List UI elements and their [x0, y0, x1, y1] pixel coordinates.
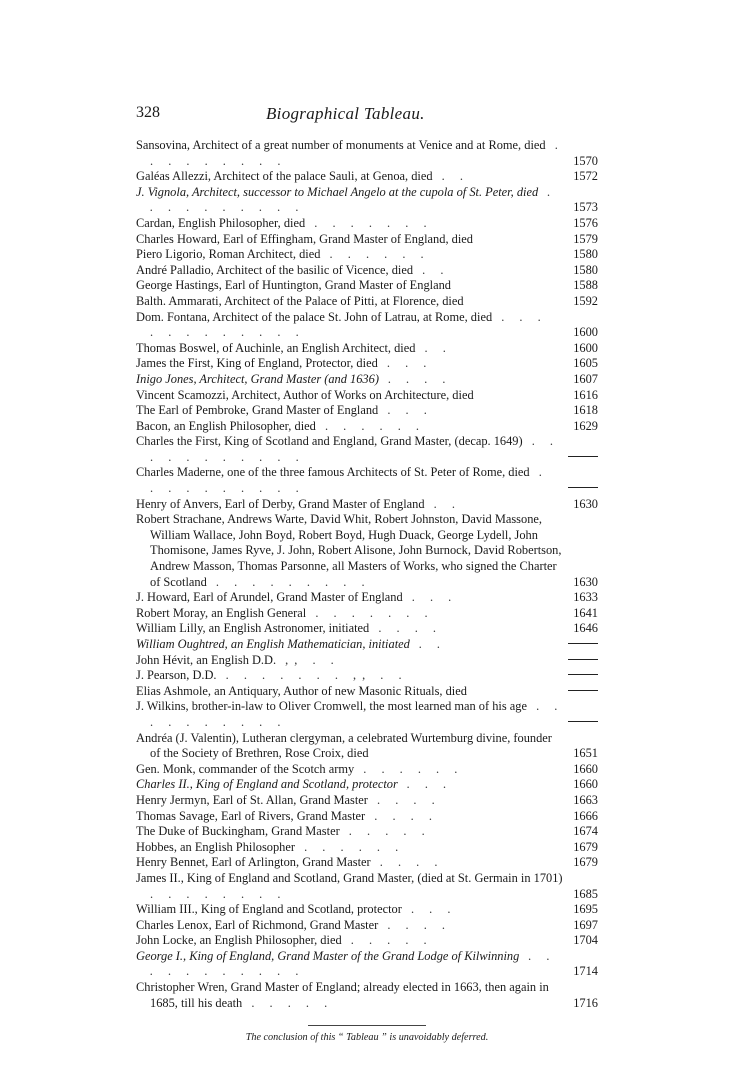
entry-description: [136, 621, 564, 637]
tableau-entry: [136, 310, 598, 341]
entry-text: William Oughtred, an English Mathematician, initiated: [136, 637, 410, 651]
entry-text: Cardan, English Philosopher, died: [136, 215, 306, 230]
dot-leader: . . .: [402, 590, 458, 605]
tableau-entry: [136, 980, 598, 1011]
tableau-entry: [136, 169, 598, 185]
entry-text: Andréa (J. Valentin), Lutheran clergyman, a celebrated Wurtemburg divine, founder of the Society of Brethren, Rose Croix, died: [136, 730, 552, 761]
dot-leader: . . . . . .: [320, 247, 430, 262]
entry-text: J. Vignola, Architect, successor to Michael Angelo at the cupola of St. Peter, died: [136, 184, 539, 199]
entry-description: [136, 512, 564, 590]
page-header: [136, 104, 598, 124]
entry-text: John Locke, an English Philosopher, died: [136, 933, 342, 948]
tableau-entry: [136, 777, 598, 793]
tableau-entry: [136, 621, 598, 637]
tableau-entry: [136, 668, 598, 684]
dot-leader: . . . . . . . . . .: [150, 465, 548, 496]
entry-description: [136, 497, 564, 513]
tableau-entry: [136, 497, 598, 513]
entry-text: Bacon, an English Philosopher, died: [136, 418, 316, 433]
tableau-entry: [136, 247, 598, 263]
entry-description: [136, 434, 564, 465]
running-title: Biographical Tableau.: [266, 104, 425, 123]
entry-text: Charles Howard, Earl of Effingham, Grand Master of England, died: [136, 231, 473, 246]
entry-description: [136, 263, 564, 279]
entry-description: [136, 731, 564, 762]
tableau-entry: [136, 606, 598, 622]
entry-year: 1592: [573, 293, 598, 308]
tableau-entry: [136, 840, 598, 856]
tableau-entry: [136, 809, 598, 825]
no-year-dash: [568, 674, 598, 675]
tableau-entry: [136, 434, 598, 465]
dot-leader: . . .: [401, 902, 457, 917]
entry-year: 1641: [573, 605, 598, 620]
entry-description: [136, 216, 564, 232]
entry-text: William Lilly, an English Astronomer, initiated: [136, 621, 370, 636]
entry-year: 1572: [573, 169, 598, 184]
dot-leader: . . . . . .: [295, 839, 405, 854]
dot-leader: . . . . .: [341, 933, 433, 948]
footnote: The conclusion of this “ Tableau ” is unavoidably deferred.: [245, 1032, 489, 1044]
entry-year: 1651: [573, 746, 598, 761]
entry-description: [136, 278, 564, 294]
entry-year: [564, 450, 598, 466]
tableau-entry: [136, 138, 598, 169]
entry-description: [136, 637, 564, 653]
dot-leader: . . . . . .: [354, 761, 464, 776]
no-year-dash: [568, 487, 598, 488]
entry-text: Christopher Wren, Grand Master of England; already elected in 1663, then again in 1685, till his death: [136, 980, 549, 1010]
entry-text: Charles the First, King of Scotland and England, Grand Master, (decap. 1649): [136, 434, 523, 449]
entry-description: [136, 949, 564, 980]
entry-text: Robert Moray, an English General: [136, 605, 307, 620]
footnote-divider: [308, 1025, 426, 1026]
tableau-entries: [136, 138, 598, 1011]
entry-description: [136, 684, 564, 700]
entry-year: 1716: [573, 995, 598, 1010]
dot-leader: . . . . . . . ,, . .: [216, 668, 408, 683]
entry-year: 1573: [573, 200, 598, 215]
dot-leader: . . . . . . . . . . .: [150, 434, 560, 464]
no-year-dash: [568, 721, 598, 722]
entry-description: [136, 918, 564, 934]
entry-text: Charles Maderne, one of the three famous Architects of St. Peter of Rome, died: [136, 465, 530, 480]
entry-description: [136, 465, 564, 496]
entry-text: Thomas Savage, Earl of Rivers, Grand Master: [136, 808, 366, 823]
entry-description: [136, 653, 564, 669]
entry-description: [136, 169, 564, 185]
entry-text: Thomas Boswel, of Auchinle, an English Architect, died: [136, 340, 416, 355]
entry-text: Piero Ligorio, Roman Architect, died: [136, 247, 321, 262]
entry-text: George Hastings, Earl of Huntington, Grand Master of England: [136, 278, 451, 293]
tableau-entry: [136, 731, 598, 762]
dot-leader: . . . . . . . . . . . .: [150, 309, 547, 340]
entry-description: [136, 388, 564, 404]
entry-year: 1633: [573, 590, 598, 605]
no-year-dash: [568, 690, 598, 691]
entry-year: 1679: [573, 855, 598, 870]
entry-year: [564, 684, 598, 700]
entry-description: [136, 777, 564, 793]
entry-year: 1607: [573, 371, 598, 386]
entry-year: 1679: [573, 839, 598, 854]
entry-year: 1685: [573, 886, 598, 901]
no-year-dash: [568, 643, 598, 644]
entry-description: [136, 793, 564, 809]
no-year-dash: [568, 456, 598, 457]
entry-text: J. Pearson, D.D.: [136, 668, 217, 683]
entry-year: 1695: [573, 902, 598, 917]
tableau-entry: [136, 403, 598, 419]
tableau-entry: [136, 372, 598, 388]
dot-leader: . . . . . . . .: [150, 886, 287, 901]
dot-leader: . . . .: [378, 917, 452, 932]
dot-leader: . . . .: [378, 371, 452, 386]
dot-leader: . . . . . . .: [306, 605, 434, 620]
entry-year: [564, 668, 598, 684]
entry-text: Robert Strachane, Andrews Warte, David Whit, Robert Johnston, David Massone, William Wallace, John Boyd, Robert Boyd, Hugh Duack, George Lydell, John Thomisone, James Ryve, J. John, Robert Alisone, John Burnock, David Robertson, Andrew Masson, Thomas Parsonne, all Masters of Works, who signed the Charter of Scotland: [136, 512, 562, 589]
entry-year: [564, 715, 598, 731]
dot-leader: . . .: [377, 356, 433, 371]
entry-year: 1630: [573, 574, 598, 589]
entry-year: 1616: [573, 387, 598, 402]
entry-year: 1666: [573, 808, 598, 823]
entry-description: [136, 294, 564, 310]
entry-description: [136, 824, 564, 840]
entry-text: Henry Jermyn, Earl of St. Allan, Grand Master: [136, 792, 368, 807]
tableau-entry: [136, 341, 598, 357]
dot-leader: ,, . .: [276, 652, 340, 667]
page-number: 328: [136, 104, 160, 121]
entry-text: Vincent Scamozzi, Architect, Author of Works on Architecture, died: [136, 387, 474, 402]
dot-leader: . . . .: [367, 792, 441, 807]
entry-text: The Earl of Pembroke, Grand Master of England: [136, 403, 379, 418]
dot-leader: . . . . . . . . . .: [150, 184, 557, 215]
entry-description: [136, 699, 564, 730]
tableau-entry: [136, 699, 598, 730]
tableau-entry: [136, 512, 598, 590]
entry-year: 1704: [573, 933, 598, 948]
entry-text: J. Wilkins, brother-in-law to Oliver Cromwell, the most learned man of his age: [136, 699, 527, 714]
entry-text: Henry of Anvers, Earl of Derby, Grand Master of England: [136, 496, 425, 511]
tableau-entry: [136, 762, 598, 778]
entry-text: André Palladio, Architect of the basilic of Vicence, died: [136, 262, 414, 277]
entry-year: 1600: [573, 340, 598, 355]
entry-text: Inigo Jones, Architect, Grand Master (and 1636): [136, 371, 379, 386]
entry-year: 1660: [573, 777, 598, 792]
dot-leader: . . . .: [370, 855, 444, 870]
entry-description: [136, 247, 564, 263]
dot-leader: . .: [432, 169, 469, 184]
dot-leader: . . . . . . . . .: [206, 574, 371, 589]
dot-leader: . . . . . . . . . . .: [150, 948, 556, 979]
dot-leader: . . . . . . . . .: [150, 138, 564, 168]
tableau-entry: [136, 637, 598, 653]
entry-text: Galéas Allezzi, Architect of the palace Sauli, at Genoa, died: [136, 169, 433, 184]
entry-year: 1600: [573, 325, 598, 340]
dot-leader: . . . .: [369, 621, 443, 636]
entry-year: 1580: [573, 262, 598, 277]
entry-description: [136, 356, 564, 372]
entry-year: [564, 481, 598, 497]
tableau-entry: [136, 356, 598, 372]
entry-year: 1618: [573, 403, 598, 418]
entry-text: Balth. Ammarati, Architect of the Palace of Pitti, at Florence, died: [136, 293, 464, 308]
tableau-entry: [136, 902, 598, 918]
dot-leader: . . . . . . . . . .: [150, 699, 564, 729]
dot-leader: . . . .: [365, 808, 438, 823]
entry-description: [136, 980, 564, 1011]
entry-year: 1579: [573, 231, 598, 246]
dot-leader: . .: [409, 637, 447, 651]
tableau-entry: [136, 232, 598, 248]
dot-leader: . . . . . . .: [305, 215, 433, 230]
entry-description: [136, 606, 564, 622]
entry-description: [136, 232, 564, 248]
entry-text: John Hévit, an English D.D.: [136, 652, 277, 667]
entry-description: [136, 855, 564, 871]
dot-leader: . .: [413, 262, 450, 277]
tableau-entry: [136, 419, 598, 435]
tableau-entry: [136, 263, 598, 279]
entry-year: 1570: [573, 153, 598, 168]
entry-description: [136, 138, 564, 169]
entry-text: James the First, King of England, Protector, died: [136, 356, 378, 371]
entry-year: 1663: [573, 792, 598, 807]
tableau-entry: [136, 465, 598, 496]
dot-leader: . . . . . .: [315, 418, 426, 433]
entry-description: [136, 871, 564, 902]
tableau-entry: [136, 824, 598, 840]
no-year-dash: [568, 659, 598, 660]
entry-year: 1674: [573, 824, 598, 839]
tableau-entry: [136, 855, 598, 871]
entry-text: George I., King of England, Grand Master of the Grand Lodge of Kilwinning: [136, 948, 520, 963]
entry-year: 1605: [573, 356, 598, 371]
tableau-entry: [136, 684, 598, 700]
dot-leader: . .: [415, 340, 452, 355]
tableau-entry: [136, 933, 598, 949]
entry-text: Dom. Fontana, Architect of the palace St. John of Latrau, at Rome, died: [136, 309, 493, 324]
entry-text: The Duke of Buckingham, Grand Master: [136, 824, 340, 839]
tableau-entry: [136, 949, 598, 980]
entry-text: J. Howard, Earl of Arundel, Grand Master of England: [136, 590, 403, 605]
entry-description: [136, 403, 564, 419]
entry-description: [136, 668, 564, 684]
entry-year: 1580: [573, 247, 598, 262]
entry-text: William III., King of England and Scotland, protector: [136, 902, 402, 917]
entry-year: 1660: [573, 761, 598, 776]
entry-description: [136, 185, 564, 216]
entry-description: [136, 590, 564, 606]
tableau-entry: [136, 216, 598, 232]
entry-text: James II., King of England and Scotland, Grand Master, (died at St. Germain in 1701): [136, 870, 563, 885]
dot-leader: . . . . .: [242, 995, 334, 1010]
entry-description: [136, 419, 564, 435]
tableau-entry: [136, 278, 598, 294]
tableau-entry: [136, 185, 598, 216]
entry-year: [564, 653, 598, 669]
entry-year: 1576: [573, 215, 598, 230]
tableau-entry: [136, 871, 598, 902]
entry-year: 1588: [573, 278, 598, 293]
entry-year: 1646: [573, 621, 598, 636]
entry-year: 1629: [573, 418, 598, 433]
dot-leader: . .: [424, 496, 461, 511]
entry-text: Charles II., King of England and Scotland, protector: [136, 777, 398, 792]
tableau-entry: [136, 918, 598, 934]
entry-text: Hobbes, an English Philosopher: [136, 839, 296, 854]
entry-text: Henry Bennet, Earl of Arlington, Grand Master: [136, 855, 371, 870]
entry-description: [136, 762, 564, 778]
entry-description: [136, 902, 564, 918]
entry-text: Gen. Monk, commander of the Scotch army: [136, 761, 355, 776]
entry-text: Charles Lenox, Earl of Richmond, Grand Master: [136, 917, 379, 932]
entry-year: 1630: [573, 496, 598, 511]
dot-leader: . . .: [397, 777, 453, 792]
tableau-entry: [136, 294, 598, 310]
entry-text: Sansovina, Architect of a great number of monuments at Venice and at Rome, died: [136, 138, 546, 152]
tableau-entry: [136, 388, 598, 404]
entry-description: [136, 310, 564, 341]
dot-leader: . . .: [378, 403, 433, 418]
entry-year: [564, 637, 598, 653]
entry-description: [136, 809, 564, 825]
entry-description: [136, 933, 564, 949]
tableau-entry: [136, 653, 598, 669]
book-page: [136, 104, 598, 1043]
tableau-entry: [136, 590, 598, 606]
entry-year: 1714: [573, 964, 598, 979]
entry-text: Elias Ashmole, an Antiquary, Author of new Masonic Rituals, died: [136, 683, 467, 698]
entry-description: [136, 372, 564, 388]
entry-year: 1697: [573, 917, 598, 932]
dot-leader: . . . . .: [339, 824, 431, 839]
entry-description: [136, 341, 564, 357]
entry-description: [136, 840, 564, 856]
tableau-entry: [136, 793, 598, 809]
